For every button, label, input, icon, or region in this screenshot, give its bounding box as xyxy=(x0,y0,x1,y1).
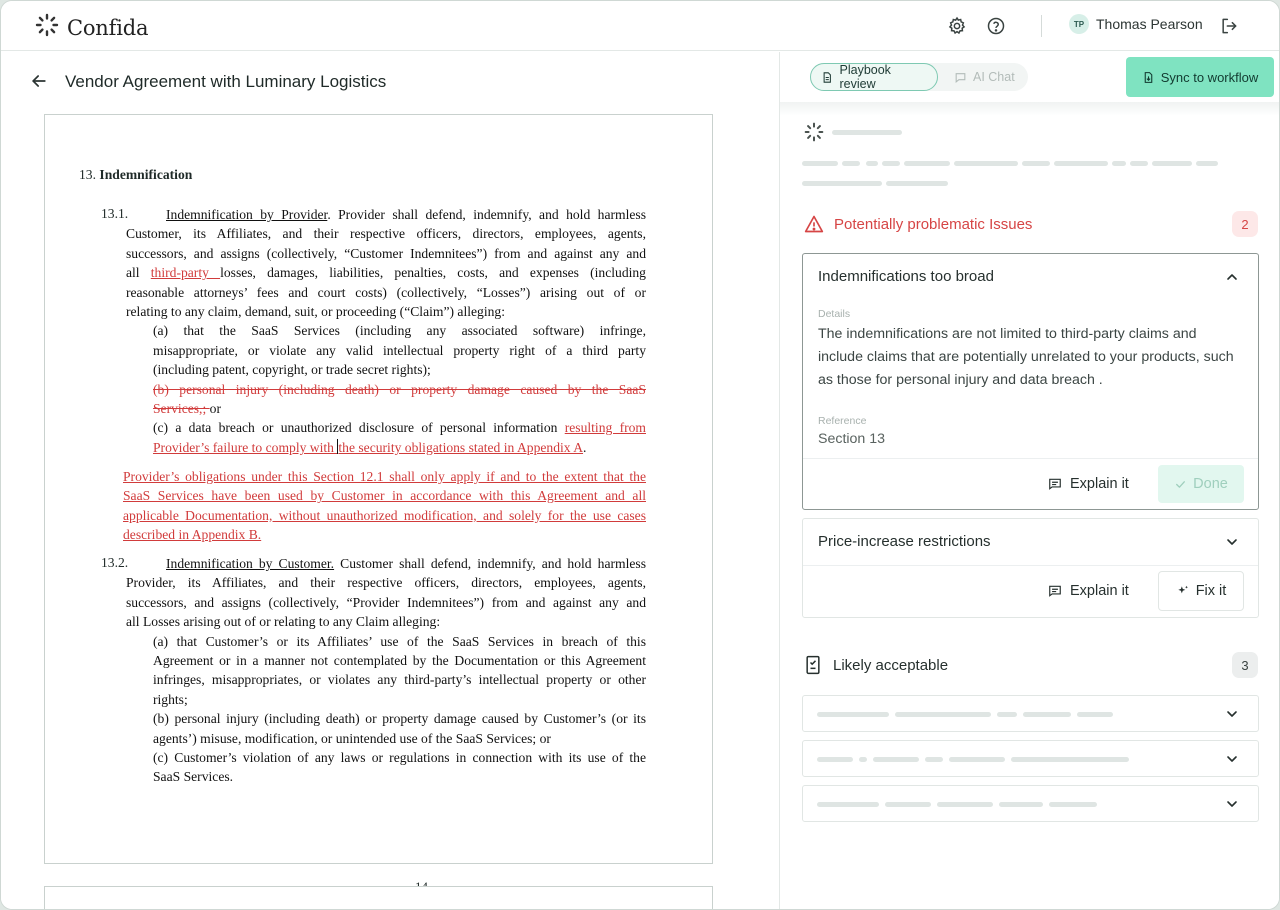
document-title: Vendor Agreement with Luminary Logistics xyxy=(65,72,387,91)
user-menu[interactable] xyxy=(1069,14,1203,34)
back-arrow-icon[interactable] xyxy=(29,71,51,93)
section-heading-text: Indemnification xyxy=(99,167,193,182)
fix-it-button[interactable]: Fix it xyxy=(1158,571,1244,611)
checkmark-icon xyxy=(1174,478,1187,491)
acceptable-section-title: Likely acceptable xyxy=(833,656,949,674)
tab-playbook-review[interactable]: Playbook review xyxy=(810,63,938,91)
tracked-deletion[interactable]: (b) personal injury (including death) or property damage caused by the SaaS xyxy=(153,381,646,397)
issues-section-title: Potentially problematic Issues xyxy=(834,215,1033,233)
chevron-up-icon[interactable] xyxy=(1224,269,1240,285)
message-icon xyxy=(1048,584,1062,598)
top-bar-divider xyxy=(1041,15,1042,37)
next-document-page[interactable] xyxy=(44,886,713,910)
clause-heading: Indemnification by Customer. xyxy=(166,556,335,571)
issue-card-price-increase xyxy=(802,518,1259,618)
issues-section-header xyxy=(804,214,1032,234)
clause-number: 13.2. xyxy=(101,555,129,570)
checklist-icon xyxy=(804,655,822,675)
skeleton-line xyxy=(832,130,902,135)
acceptable-count-badge: 3 xyxy=(1232,652,1258,678)
explain-it-button[interactable]: Explain it xyxy=(1048,572,1129,610)
issue-card-title[interactable]: Price-increase restrictions xyxy=(818,533,991,550)
chat-icon xyxy=(954,71,967,84)
tracked-deletion[interactable]: Services,; xyxy=(153,401,210,417)
top-bar xyxy=(1,1,1280,51)
issue-card-indemnifications xyxy=(802,253,1259,510)
export-document-icon xyxy=(1142,71,1155,84)
reference-label: Reference xyxy=(818,415,867,427)
chevron-down-icon[interactable] xyxy=(1224,796,1240,812)
review-panel xyxy=(779,52,1280,910)
loading-spinner-icon xyxy=(804,122,824,147)
section-heading-number: 13. xyxy=(79,167,96,182)
settings-gear-icon[interactable] xyxy=(946,15,968,37)
clause-heading: Indemnification by Provider xyxy=(166,207,328,222)
logo-mark-icon xyxy=(35,13,59,42)
details-label: Details xyxy=(818,308,851,320)
done-button[interactable]: Done xyxy=(1158,465,1244,503)
explain-it-button[interactable]: Explain it xyxy=(1048,465,1129,503)
issue-card-actions xyxy=(803,565,1258,617)
clause-13-1-subitems: (a) that the SaaS Services (including any associated software) infringe, misappropriate, or violate any valid intellectual property right of a third party (including patent, copyright, or trade secret rights); (b) personal injury (including death) or property damage caused by the SaaS Services,; or (c) a data breach or unauthorized disclosure of personal information resulting from Provider’s failure to comply with the security obligations stated in Appendix A. xyxy=(153,323,646,455)
user-name: Thomas Pearson xyxy=(1096,16,1203,32)
acceptable-item-skeleton[interactable] xyxy=(802,740,1259,777)
tab-ai-chat[interactable]: AI Chat xyxy=(944,63,1025,91)
avatar: TP xyxy=(1069,14,1089,34)
acceptable-item-skeleton[interactable] xyxy=(802,695,1259,732)
document-pane xyxy=(1,52,779,910)
chevron-down-icon[interactable] xyxy=(1224,534,1240,550)
sparkle-icon xyxy=(1176,584,1190,598)
issue-details-text: The indemnifications are not limited to third-party claims and include claims that are potentially unrelated to your products, such as those for personal injury and data breach . xyxy=(818,326,1234,388)
issue-card-actions xyxy=(803,458,1258,509)
section-heading xyxy=(79,167,192,183)
document-icon xyxy=(821,71,834,84)
clause-13-1-body: Customer, its Affiliates, and their respective officers, directors, employees, agents, successors, and assigns (collectively, “Customer Indemnitees”) from and against any and all third-party losses, damages, liabilities, penalties, costs, and expenses (including reasonable attorneys’ fees and court costs) (collectively, “Losses”) arising out of or relating to any claim, demand, suit, or proceeding (“Claim”) alleging: xyxy=(126,226,646,320)
sync-to-workflow-button[interactable]: Sync to workflow xyxy=(1126,57,1274,97)
panel-tab-switcher xyxy=(810,63,1028,91)
clause-13-1-first-line: Indemnification by Provider. Provider shall defend, indemnify, and hold harmless xyxy=(166,207,646,222)
panel-divider-shadow xyxy=(780,102,1280,116)
issue-card-title[interactable]: Indemnifications too broad xyxy=(818,268,994,285)
tracked-insertion[interactable]: resulting from xyxy=(564,420,646,436)
document-page[interactable] xyxy=(44,114,713,864)
issues-count-badge: 2 xyxy=(1232,211,1258,237)
inserted-paragraph[interactable]: Provider’s obligations under this Section 12.1 shall only apply if and to the extent that the SaaS Services have been used by Customer in accordance with this Agreement and all applicable Documentation, without unauthorized modification, and solely for the use cases described in Appendix B. xyxy=(123,469,646,543)
message-icon xyxy=(1048,477,1062,491)
issue-reference[interactable]: Section 13 xyxy=(818,431,886,447)
logo-text: Confida xyxy=(67,15,149,40)
acceptable-section-header xyxy=(804,655,948,675)
logout-icon[interactable] xyxy=(1218,15,1240,37)
clause-13-2-first-line: Indemnification by Customer. Customer shall defend, indemnify, and hold harmless xyxy=(166,556,646,571)
tracked-insertion[interactable]: third-party xyxy=(150,265,221,281)
clause-13-2-body: Provider, its Affiliates, and their respective officers, directors, employees, agents, successors, and assigns (collectively, “Provider Indemnitees”) from and against any and all Losses arising out of or relating to any Claim alleging: xyxy=(126,575,646,630)
chevron-down-icon[interactable] xyxy=(1224,706,1240,722)
clause-number: 13.1. xyxy=(101,206,129,221)
clause-13-2-subitems: (a) that Customer’s or its Affiliates’ use of the SaaS Services in breach of this Agreement or in a manner not contemplated by the Documentation or this Agreement infringes, misappropriates, or violates any third-party’s intellectual property or other rights; (b) personal injury (including death) or property damage caused by Customer’s (or its agents’) misuse, modification, or unintended use of the SaaS Services; or (c) Customer’s violation of any laws or regulations in connection with its use of the SaaS Services. xyxy=(153,633,646,785)
acceptable-item-skeleton[interactable] xyxy=(802,785,1259,822)
warning-triangle-icon xyxy=(804,214,824,234)
help-icon[interactable] xyxy=(985,15,1007,37)
chevron-down-icon[interactable] xyxy=(1224,751,1240,767)
logo[interactable] xyxy=(35,13,148,42)
